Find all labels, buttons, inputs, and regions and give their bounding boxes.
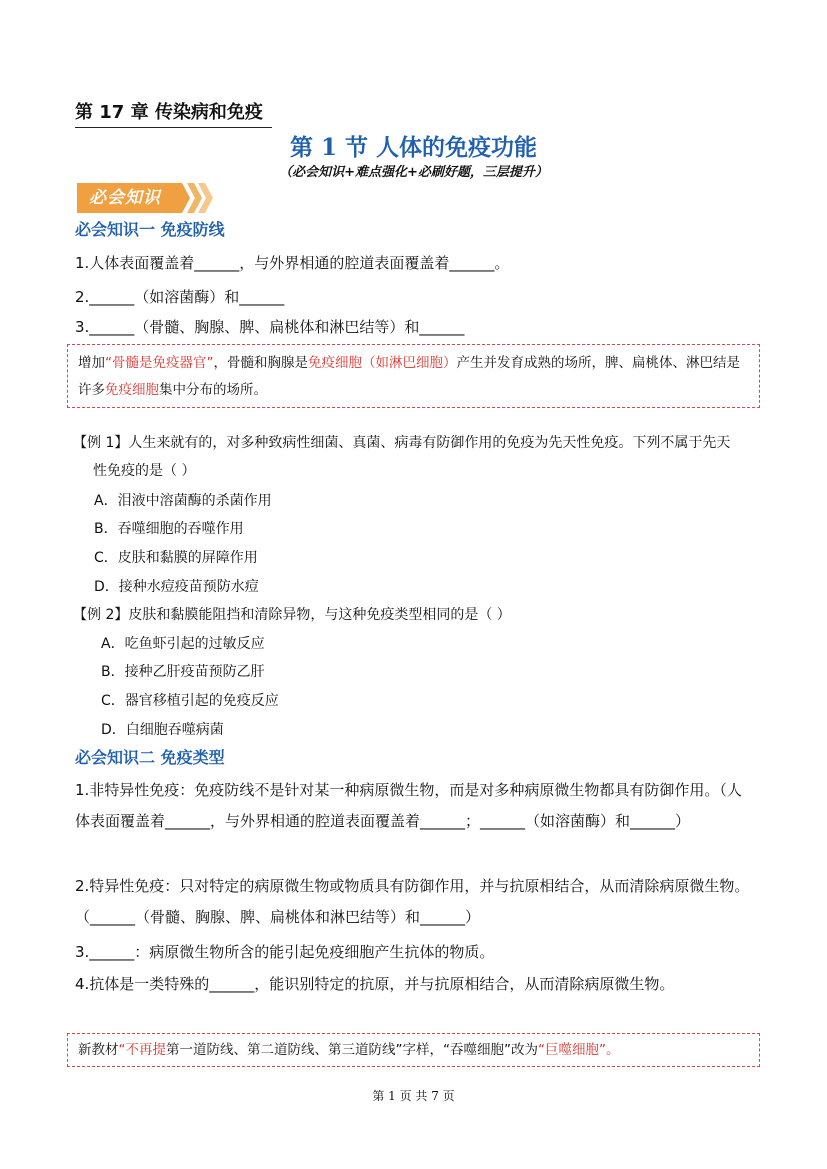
- note-text: ，骨髓和胸腺是: [213, 355, 308, 371]
- example-1-stem-cont: 性免疫的是（ ）: [93, 463, 196, 479]
- note-highlight: “骨髓是免疫器官”: [105, 355, 214, 371]
- page-footer: 第 1 页 共 7 页: [372, 1089, 455, 1103]
- note-highlight: 免疫细胞（如淋巴细胞）: [308, 355, 457, 371]
- example-2-stem: 【例 2】皮肤和黏膜能阻挡和清除异物，与这种免疫类型相同的是（ ）: [73, 607, 511, 623]
- note-text: 增加: [78, 355, 105, 371]
- note-box-2: [67, 1033, 760, 1067]
- paragraph-antigen: 3.______：病原微生物所含的能引起免疫细胞产生抗体的物质。: [75, 943, 495, 961]
- heading-immune-types: 必会知识二 免疫类型: [75, 748, 225, 767]
- chapter-title: 第 17 章 传染病和免疫: [75, 102, 263, 123]
- example-1-option-b: B．吞噬细胞的吞噬作用: [94, 521, 244, 537]
- example-2-option-b: B．接种乙肝疫苗预防乙肝: [101, 664, 265, 680]
- question-1: 1.人体表面覆盖着______，与外界相通的腔道表面覆盖着______。: [75, 254, 510, 272]
- note-highlight: “巨噬细胞”。: [537, 1042, 620, 1058]
- note-highlight: 免疫细胞: [105, 382, 159, 398]
- section-title: 第 1 节 人体的免疫功能: [289, 134, 538, 161]
- question-2: 2.______（如溶菌酶）和______: [75, 288, 285, 306]
- example-1-option-a: A．泪液中溶菌酶的杀菌作用: [94, 493, 272, 509]
- note-text: 第一道防线、第二道防线、第三道防线”字样，“吞噬细胞”改为: [166, 1042, 538, 1058]
- paragraph-specific-immunity: 2.特异性免疫：只对特定的病原微生物或物质具有防御作用，并与抗原相结合，从而清除病原微生物。（______（骨髓、胸腺、脾、扁桃体和淋巴结等）和______）: [75, 877, 750, 926]
- example-2-option-d: D．白细胞吞噬病菌: [101, 722, 224, 738]
- section-subtitle: （必会知识+难点强化+必刷好题，三层提升）: [279, 165, 548, 180]
- paragraph-nonspecific-immunity: 1.非特异性免疫：免疫防线不是针对某一种病原微生物，而是对多种病原微生物都具有防御作用。（人体表面覆盖着______，与外界相通的腔道表面覆盖着______；______（如溶菌酶）和______）: [75, 781, 742, 830]
- chapter-underline: [75, 127, 272, 128]
- example-1-option-d: D．接种水痘疫苗预防水痘: [94, 579, 259, 595]
- example-1-stem: 【例 1】人生来就有的，对多种致病性细菌、真菌、病毒有防御作用的免疫为先天性免疫。下列不属于先天: [73, 435, 731, 451]
- heading-immune-lines: 必会知识一 免疫防线: [75, 220, 225, 239]
- note-text: 新教材: [78, 1042, 119, 1058]
- note-box-1: [67, 344, 760, 408]
- paragraph-antibody: 4.抗体是一类特殊的______，能识别特定的抗原，并与抗原相结合，从而清除病原微生物。: [75, 975, 675, 993]
- question-3: 3.______（骨髓、胸腺、脾、扁桃体和淋巴结等）和______: [75, 318, 465, 336]
- example-1-option-c: C．皮肤和黏膜的屏障作用: [94, 550, 258, 566]
- banner-label: 必会知识: [89, 188, 161, 208]
- note-text: 产生并发育成熟的场所，脾、扁桃体、淋巴结是许多: [78, 355, 740, 398]
- note-highlight: “不再提: [118, 1042, 166, 1058]
- example-2-option-a: A．吃鱼虾引起的过敏反应: [101, 636, 265, 652]
- note-text: 集中分布的场所。: [159, 382, 267, 398]
- example-2-option-c: C．器官移植引起的免疫反应: [101, 693, 279, 709]
- banner-badge: [77, 183, 217, 213]
